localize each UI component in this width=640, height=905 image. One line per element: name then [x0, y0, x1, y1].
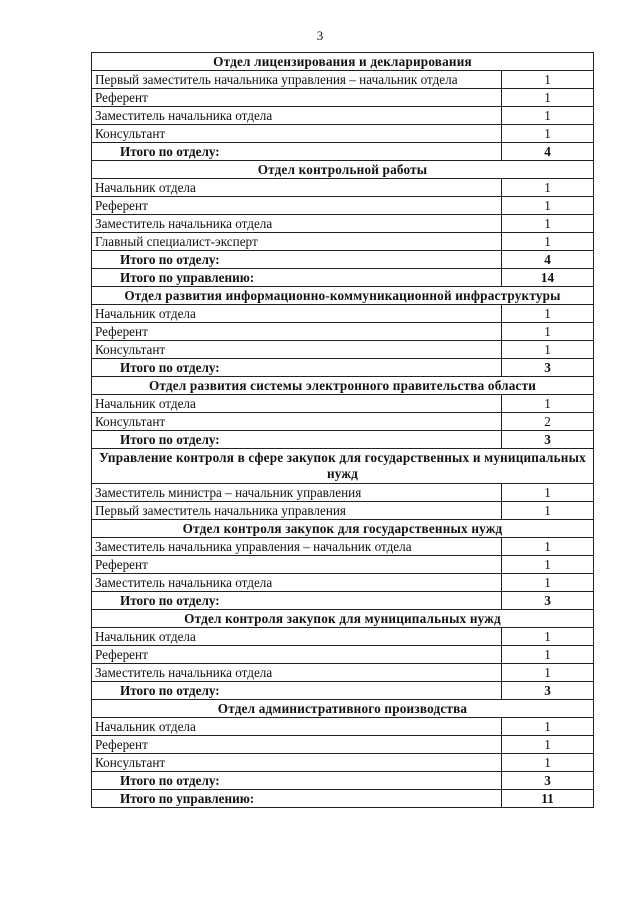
department-header-row — [92, 53, 594, 71]
position-count: 1 — [502, 395, 594, 413]
total-row — [92, 682, 594, 700]
department-header-row — [92, 610, 594, 628]
position-name: Заместитель министра – начальник управления — [92, 484, 502, 502]
total-row — [92, 431, 594, 449]
position-name: Референт — [92, 646, 502, 664]
position-count: 1 — [502, 305, 594, 323]
total-label: Итого по отделу: — [92, 592, 502, 610]
department-header: Отдел административного производства — [92, 700, 594, 718]
position-count: 1 — [502, 341, 594, 359]
position-row — [92, 736, 594, 754]
position-row — [92, 413, 594, 431]
position-name: Начальник отдела — [92, 718, 502, 736]
position-row — [92, 323, 594, 341]
position-count: 1 — [502, 664, 594, 682]
position-count: 1 — [502, 754, 594, 772]
position-name: Консультант — [92, 341, 502, 359]
position-count: 2 — [502, 413, 594, 431]
position-row — [92, 233, 594, 251]
position-name: Референт — [92, 556, 502, 574]
position-row — [92, 341, 594, 359]
position-name: Референт — [92, 89, 502, 107]
department-header-row — [92, 449, 594, 484]
position-row — [92, 556, 594, 574]
position-row — [92, 538, 594, 556]
position-row — [92, 395, 594, 413]
total-label: Итого по управлению: — [92, 790, 502, 808]
position-name: Референт — [92, 197, 502, 215]
department-header-row — [92, 520, 594, 538]
position-row — [92, 125, 594, 143]
total-count: 3 — [502, 431, 594, 449]
total-count: 3 — [502, 772, 594, 790]
total-label: Итого по отделу: — [92, 251, 502, 269]
department-header: Отдел развития информационно-коммуникационной инфраструктуры — [92, 287, 594, 305]
position-count: 1 — [502, 556, 594, 574]
total-label: Итого по управлению: — [92, 269, 502, 287]
position-name: Первый заместитель начальника управления — [92, 502, 502, 520]
position-count: 1 — [502, 323, 594, 341]
position-name: Референт — [92, 736, 502, 754]
staff-table — [91, 52, 594, 808]
position-name: Консультант — [92, 754, 502, 772]
department-header-row — [92, 377, 594, 395]
position-name: Заместитель начальника отдела — [92, 574, 502, 592]
department-header: Управление контроля в сфере закупок для государственных и муниципальных нужд — [92, 449, 594, 484]
total-count: 11 — [502, 790, 594, 808]
position-count: 1 — [502, 628, 594, 646]
position-count: 1 — [502, 179, 594, 197]
position-count: 1 — [502, 197, 594, 215]
position-count: 1 — [502, 574, 594, 592]
position-count: 1 — [502, 646, 594, 664]
position-row — [92, 502, 594, 520]
position-name: Начальник отдела — [92, 179, 502, 197]
position-count: 1 — [502, 125, 594, 143]
department-header: Отдел контроля закупок для муниципальных нужд — [92, 610, 594, 628]
department-header: Отдел контроля закупок для государственных нужд — [92, 520, 594, 538]
total-label: Итого по отделу: — [92, 143, 502, 161]
department-header-row — [92, 700, 594, 718]
position-row — [92, 718, 594, 736]
position-name: Консультант — [92, 413, 502, 431]
position-row — [92, 179, 594, 197]
position-count: 1 — [502, 215, 594, 233]
department-header-row — [92, 161, 594, 179]
position-name: Заместитель начальника отдела — [92, 664, 502, 682]
position-name: Начальник отдела — [92, 305, 502, 323]
position-count: 1 — [502, 233, 594, 251]
department-header-row — [92, 287, 594, 305]
position-row — [92, 754, 594, 772]
position-name: Начальник отдела — [92, 628, 502, 646]
total-count: 4 — [502, 143, 594, 161]
total-label: Итого по отделу: — [92, 359, 502, 377]
position-row — [92, 215, 594, 233]
position-row — [92, 89, 594, 107]
position-count: 1 — [502, 89, 594, 107]
total-row — [92, 790, 594, 808]
total-row — [92, 269, 594, 287]
position-row — [92, 484, 594, 502]
total-row — [92, 772, 594, 790]
position-name: Консультант — [92, 125, 502, 143]
department-header: Отдел развития системы электронного правительства области — [92, 377, 594, 395]
total-row — [92, 359, 594, 377]
staff-table-body — [92, 53, 594, 808]
position-row — [92, 107, 594, 125]
total-row — [92, 251, 594, 269]
total-count: 3 — [502, 359, 594, 377]
total-count: 3 — [502, 592, 594, 610]
position-count: 1 — [502, 538, 594, 556]
position-count: 1 — [502, 502, 594, 520]
position-row — [92, 628, 594, 646]
position-name: Заместитель начальника управления – начальник отдела — [92, 538, 502, 556]
position-count: 1 — [502, 718, 594, 736]
position-row — [92, 664, 594, 682]
total-count: 3 — [502, 682, 594, 700]
page-number: 3 — [316, 28, 324, 43]
position-name: Первый заместитель начальника управления – начальник отдела — [92, 71, 502, 89]
position-count: 1 — [502, 484, 594, 502]
total-row — [92, 592, 594, 610]
total-row — [92, 143, 594, 161]
position-row — [92, 574, 594, 592]
position-row — [92, 71, 594, 89]
position-name: Начальник отдела — [92, 395, 502, 413]
position-count: 1 — [502, 107, 594, 125]
total-count: 4 — [502, 251, 594, 269]
position-name: Референт — [92, 323, 502, 341]
position-row — [92, 646, 594, 664]
total-count: 14 — [502, 269, 594, 287]
total-label: Итого по отделу: — [92, 772, 502, 790]
department-header: Отдел лицензирования и декларирования — [92, 53, 594, 71]
position-count: 1 — [502, 736, 594, 754]
position-row — [92, 197, 594, 215]
total-label: Итого по отделу: — [92, 682, 502, 700]
position-count: 1 — [502, 71, 594, 89]
department-header: Отдел контрольной работы — [92, 161, 594, 179]
position-name: Заместитель начальника отдела — [92, 215, 502, 233]
position-name: Заместитель начальника отдела — [92, 107, 502, 125]
position-row — [92, 305, 594, 323]
total-label: Итого по отделу: — [92, 431, 502, 449]
position-name: Главный специалист-эксперт — [92, 233, 502, 251]
